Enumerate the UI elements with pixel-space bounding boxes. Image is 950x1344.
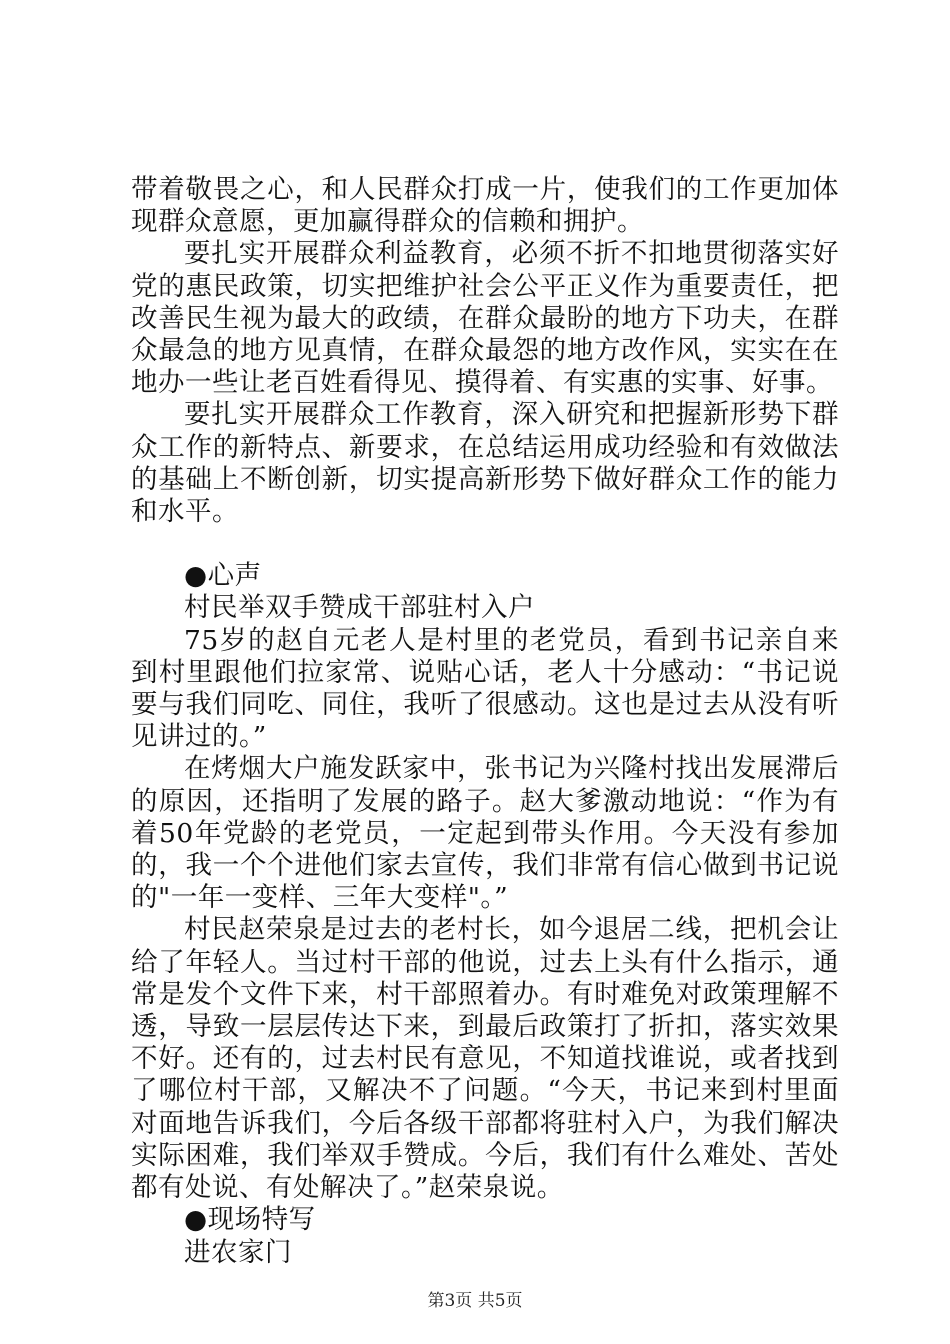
paragraph-zhao-ziyuan: 75岁的赵自元老人是村里的老党员，看到书记亲自来到村里跟他们拉家常、说贴心话，老人十分感动：“书记说要与我们同吃、同住，我听了很感动。这也是过去从没有听见讲过的。”: [131, 624, 839, 753]
paragraph-zhao-rongquan: 村民赵荣泉是过去的老村长，如今退居二线，把机会让给了年轻人。当过村干部的他说，过去上头有什么指示，通常是发个文件下来，村干部照着办。有时难免对政策理解不透，导致一层层传达下来，到最后政策打了折扣，落实效果不好。还有的，过去村民有意见，不知道找谁说，或者找到了哪位村干部，又解决不了问题。“今天，书记来到村里面对面地告诉我们，今后各级干部都将驻村入户，为我们解决实际困难，我们举双手赞成。今后，我们有什么难处、苦处都有处说、有处解决了。”赵荣泉说。: [131, 914, 839, 1204]
section-heading-voices: ●心声: [184, 560, 262, 592]
section-heading-scene: ●现场特写: [184, 1204, 316, 1236]
paragraph-shi-fayue: 在烤烟大户施发跃家中，张书记为兴隆村找出发展滞后的原因，还指明了发展的路子。赵大爹激动地说：“作为有着50年党龄的老党员，一定起到带头作用。今天没有参加的，我一个个进他们家去宣传，我们非常有信心做到书记说的"一年一变样、三年大变样"。”: [131, 753, 839, 914]
paragraph-continuation: 带着敬畏之心，和人民群众打成一片，使我们的工作更加体现群众意愿，更加赢得群众的信赖和拥护。: [131, 174, 839, 238]
subheading-villagers-support: 村民举双手赞成干部驻村入户: [184, 592, 535, 624]
page-number: 第3页 共5页: [427, 1291, 523, 1311]
document-body: [131, 174, 839, 1269]
section-spacer: [131, 528, 839, 560]
subheading-enter-farmhouse: 进农家门: [184, 1236, 292, 1268]
page-footer: [0, 1286, 950, 1311]
paragraph-interest-education: 要扎实开展群众利益教育，必须不折不扣地贯彻落实好党的惠民政策，切实把维护社会公平正义作为重要责任，把改善民生视为最大的政绩，在群众最盼的地方下功夫，在群众最急的地方见真情，在群众最怨的地方改作风，实实在在地办一些让老百姓看得见、摸得着、有实惠的实事、好事。: [131, 238, 839, 399]
paragraph-work-education: 要扎实开展群众工作教育，深入研究和把握新形势下群众工作的新特点、新要求，在总结运用成功经验和有效做法的基础上不断创新，切实提高新形势下做好群众工作的能力和水平。: [131, 399, 839, 528]
